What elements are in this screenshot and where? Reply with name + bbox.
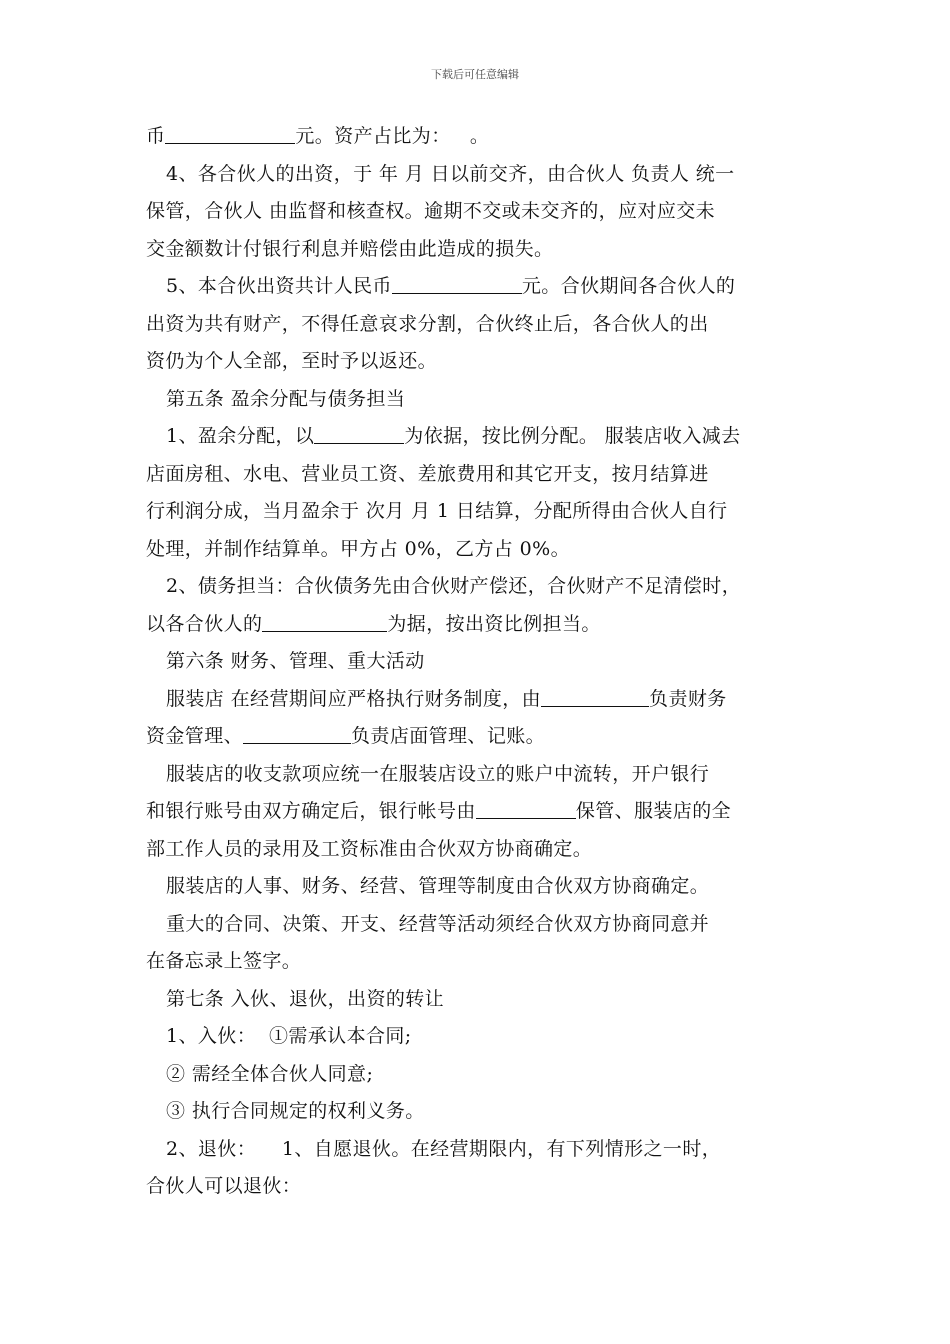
text-line: 店面房租、水电、营业员工资、差旅费用和其它开支，按月结算进 <box>146 462 709 485</box>
page-header: 下载后可任意编辑 <box>431 68 519 81</box>
line-text-before-blank: 服装店 在经营期间应严格执行财务制度，由 <box>166 687 542 710</box>
text-line: 第五条 盈余分配与债务担当 <box>166 387 406 410</box>
text-line: 资仍为个人全部，至时予以返还。 <box>146 350 438 372</box>
text-line: 出资为共有财产，不得任意哀求分割，合伙终止后，各合伙人的出 <box>146 312 709 335</box>
line-text-after-blank: 负责财务 <box>649 687 727 710</box>
text-line: 服装店的收支款项应统一在服装店设立的账户中流转，开户银行 <box>166 762 710 785</box>
text-line: 4、各合伙人的出资，于 年 月 日以前交齐，由合伙人 负责人 统一 <box>166 162 735 185</box>
text-line: 处理，并制作结算单。甲方占 0%，乙方占 0%。 <box>146 537 570 560</box>
fill-in-blank <box>392 273 522 294</box>
line-text-after-blank: 为据，按出资比例担当。 <box>387 612 601 635</box>
text-line <box>146 418 818 456</box>
text-line <box>146 718 818 756</box>
text-line: 1、入伙： ①需承认本合同; <box>166 1025 412 1047</box>
text-line: 合伙人可以退伙： <box>146 1175 302 1197</box>
text-line <box>146 606 818 644</box>
document-body <box>146 118 818 1206</box>
text-line: 部工作人员的录用及工资标准由合伙双方协商确定。 <box>146 837 593 860</box>
line-text-before-blank: 和银行账号由双方确定后，银行帐号由 <box>146 800 476 822</box>
fill-in-blank <box>476 798 576 819</box>
line-text-after-blank: 元。资产占比为： 。 <box>295 125 490 147</box>
fill-in-blank <box>243 723 351 744</box>
line-text-before-blank: 以各合伙人的 <box>146 612 263 635</box>
fill-in-blank <box>262 611 387 632</box>
line-text-before-blank: 5、本合伙出资共计人民币 <box>166 275 392 297</box>
line-text-after-blank: 为依据，按比例分配。 服装店收入减去 <box>404 425 741 447</box>
text-line: 交金额数计付银行利息并赔偿由此造成的损失。 <box>146 237 554 260</box>
text-line <box>146 268 818 306</box>
fill-in-blank <box>541 686 649 707</box>
text-line: 重大的合同、决策、开支、经营等活动须经合伙双方协商同意并 <box>166 912 710 935</box>
text-line <box>146 793 818 831</box>
text-line: 2、退伙： 1、自愿退伙。在经营期限内，有下列情形之一时， <box>166 1137 722 1160</box>
text-line: ③ 执行合同规定的权利义务。 <box>166 1100 425 1122</box>
text-line: 第六条 财务、管理、重大活动 <box>166 650 425 672</box>
line-text-before-blank: 资金管理、 <box>146 725 244 747</box>
line-text-after-blank: 元。合伙期间各合伙人的 <box>521 275 736 297</box>
line-text-after-blank: 负责店面管理、记账。 <box>351 725 546 747</box>
text-line: 在备忘录上签字。 <box>146 950 302 972</box>
line-text-before-blank: 1、盈余分配，以 <box>166 425 315 447</box>
text-line: ② 需经全体合伙人同意; <box>166 1062 374 1085</box>
text-line: 2、债务担当：合伙债务先由合伙财产偿还，合伙财产不足清偿时， <box>166 575 742 597</box>
text-line <box>146 681 818 719</box>
text-line: 行利润分成，当月盈余于 次月 月 1 日结算，分配所得由合伙人自行 <box>146 500 728 522</box>
line-text-after-blank: 保管、服装店的全 <box>575 800 732 822</box>
line-text-before-blank: 币 <box>146 125 166 147</box>
fill-in-blank <box>165 123 295 144</box>
text-line: 第七条 入伙、退伙，出资的转让 <box>166 987 445 1010</box>
text-line: 服装店的人事、财务、经营、管理等制度由合伙双方协商确定。 <box>166 875 710 897</box>
text-line <box>146 118 818 156</box>
text-line: 保管，合伙人 由监督和核查权。逾期不交或未交齐的，应对应交未 <box>146 200 716 222</box>
fill-in-blank <box>314 423 404 444</box>
